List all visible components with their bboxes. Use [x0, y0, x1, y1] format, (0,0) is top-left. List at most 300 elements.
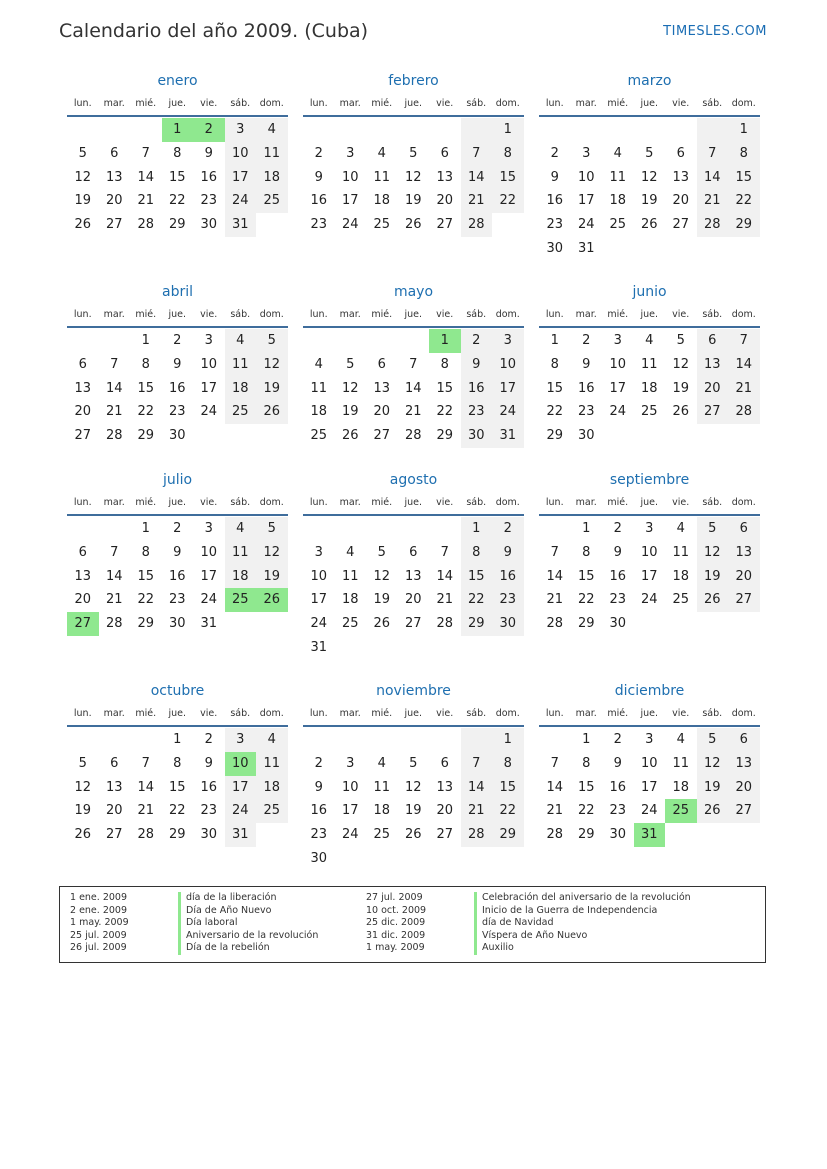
day-cell: 20 [436, 803, 454, 819]
weekday-header [67, 96, 288, 112]
day-cell: 19 [341, 404, 359, 420]
day-cell: 28 [461, 823, 493, 847]
day-cell: 6 [728, 517, 760, 541]
empty-cell [99, 517, 131, 541]
day-cell: 14 [546, 568, 564, 584]
weekday-label: mié. [607, 708, 629, 719]
day-cell: 29 [436, 428, 454, 444]
empty-cell [99, 118, 131, 142]
day-cell: 26 [640, 217, 658, 233]
day-cell: 27 [697, 400, 729, 424]
day-cell: 27 [74, 428, 92, 444]
day-cell: 22 [728, 189, 760, 213]
weekday-label: mar. [575, 497, 597, 508]
empty-cell [335, 517, 367, 541]
day-cell: 15 [492, 776, 524, 800]
day-cell: 12 [74, 169, 92, 185]
day-cell: 9 [173, 544, 182, 560]
day-cell: 27 [404, 616, 422, 632]
weekday-label: vie. [436, 708, 454, 719]
weekday-label: sáb. [466, 98, 487, 109]
holiday-day-cell: 10 [225, 752, 257, 776]
brand-link[interactable]: TIMESLES.COM [663, 24, 767, 39]
day-cell: 15 [546, 380, 564, 396]
weekday-label: sáb. [230, 708, 251, 719]
day-cell: 18 [373, 803, 391, 819]
weekday-label: jue. [404, 497, 423, 508]
day-cell: 23 [310, 217, 328, 233]
weekday-label: vie. [672, 497, 690, 508]
empty-cell [398, 329, 430, 353]
day-cell: 11 [256, 142, 288, 166]
day-cell: 21 [436, 592, 454, 608]
weekday-label: mar. [339, 98, 361, 109]
month-enero [67, 72, 288, 237]
day-cell: 13 [436, 779, 454, 795]
legend-holiday-name: Día de la rebelión [178, 942, 270, 955]
legend-date: 1 may. 2009 [70, 917, 129, 928]
day-cell: 26 [697, 588, 729, 612]
weekday-header [539, 96, 760, 112]
day-cell: 14 [137, 779, 155, 795]
weekday-label: jue. [168, 309, 187, 320]
month-name: mayo [393, 284, 434, 300]
day-cell: 26 [256, 400, 288, 424]
day-cell: 9 [492, 541, 524, 565]
month-octubre [67, 682, 288, 847]
day-cell: 5 [697, 517, 729, 541]
empty-cell [366, 118, 398, 142]
weekday-label: sáb. [230, 497, 251, 508]
day-cell: 16 [168, 568, 186, 584]
day-cell: 2 [173, 333, 182, 348]
empty-cell [335, 329, 367, 353]
day-cell: 7 [110, 544, 119, 560]
day-cell: 7 [440, 544, 449, 560]
weekday-label: mar. [339, 497, 361, 508]
day-cell: 7 [141, 145, 150, 161]
day-cell: 16 [310, 803, 328, 819]
weekday-label: mié. [371, 309, 393, 320]
weekday-label: dom. [731, 708, 756, 719]
day-cell: 3 [582, 145, 591, 161]
day-cell: 13 [74, 380, 92, 396]
day-cell: 19 [640, 193, 658, 209]
day-cell: 2 [613, 521, 622, 536]
day-cell: 18 [672, 568, 690, 584]
weekday-header [303, 307, 524, 323]
day-cell: 29 [137, 616, 155, 632]
day-cell: 4 [225, 517, 257, 541]
day-cell: 21 [697, 189, 729, 213]
weekday-label: vie. [436, 497, 454, 508]
day-cell: 20 [74, 592, 92, 608]
day-cell: 16 [492, 565, 524, 589]
day-cell: 5 [377, 544, 386, 560]
day-cell: 14 [697, 166, 729, 190]
month-name: agosto [389, 472, 438, 488]
day-cell: 21 [404, 404, 422, 420]
month-name: octubre [150, 683, 205, 699]
legend-holiday-name: Víspera de Año Nuevo [474, 930, 587, 943]
day-cell: 28 [404, 428, 422, 444]
weekday-label: mar. [575, 708, 597, 719]
day-cell: 21 [546, 592, 564, 608]
weekday-label: vie. [436, 309, 454, 320]
weekday-label: vie. [200, 309, 218, 320]
legend-date: 10 oct. 2009 [366, 904, 427, 916]
day-cell: 20 [728, 565, 760, 589]
weekday-label: lun. [309, 497, 328, 508]
day-cell: 10 [640, 544, 658, 560]
day-cell: 23 [609, 592, 627, 608]
day-cell: 6 [78, 544, 87, 560]
day-cell: 29 [577, 827, 595, 843]
day-cell: 11 [341, 568, 359, 584]
day-cell: 21 [137, 193, 155, 209]
legend-holiday-name: día de la liberación [178, 892, 276, 905]
weekday-label: mar. [103, 708, 125, 719]
weekday-label: vie. [200, 708, 218, 719]
day-cell: 26 [404, 827, 422, 843]
day-cell: 30 [609, 616, 627, 632]
day-cell: 1 [141, 521, 150, 536]
day-cell: 13 [728, 541, 760, 565]
day-cell: 11 [373, 779, 391, 795]
day-cell: 11 [310, 380, 328, 396]
day-cell: 30 [310, 850, 328, 866]
day-cell: 24 [225, 189, 257, 213]
day-cell: 27 [436, 827, 454, 843]
weekday-label: mar. [103, 497, 125, 508]
day-cell: 3 [613, 333, 622, 348]
day-cell: 4 [377, 145, 386, 161]
month-agosto [303, 471, 524, 660]
day-grid [539, 118, 760, 261]
weekday-label: mar. [575, 98, 597, 109]
day-cell: 26 [672, 404, 690, 420]
month-divider [67, 725, 288, 727]
holiday-day-cell: 31 [634, 823, 666, 847]
day-cell: 13 [436, 169, 454, 185]
empty-cell [602, 118, 634, 142]
day-cell: 23 [577, 404, 595, 420]
day-cell: 9 [314, 169, 323, 185]
day-cell: 10 [492, 353, 524, 377]
weekday-header [303, 96, 524, 112]
day-cell: 12 [341, 380, 359, 396]
day-cell: 13 [373, 380, 391, 396]
day-cell: 19 [404, 193, 422, 209]
empty-cell [303, 728, 335, 752]
day-cell: 21 [137, 803, 155, 819]
weekday-label: dom. [495, 497, 520, 508]
weekday-label: jue. [640, 309, 659, 320]
day-cell: 16 [609, 568, 627, 584]
weekday-label: dom. [495, 98, 520, 109]
weekday-label: mié. [371, 497, 393, 508]
day-cell: 1 [173, 732, 182, 747]
day-cell: 2 [204, 732, 213, 747]
day-cell: 21 [546, 803, 564, 819]
day-cell: 8 [173, 755, 182, 771]
empty-cell [539, 118, 571, 142]
weekday-label: jue. [404, 309, 423, 320]
weekday-header [539, 307, 760, 323]
weekday-label: mié. [607, 98, 629, 109]
day-cell: 17 [225, 776, 257, 800]
day-cell: 17 [200, 568, 218, 584]
empty-cell [398, 118, 430, 142]
weekday-label: vie. [672, 309, 690, 320]
day-cell: 12 [404, 169, 422, 185]
legend-holiday-name: Día laboral [178, 917, 237, 930]
weekday-label: sáb. [702, 98, 723, 109]
legend-holiday-name: día de Navidad [474, 917, 553, 930]
empty-cell [461, 118, 493, 142]
day-cell: 30 [168, 616, 186, 632]
day-cell: 17 [640, 568, 658, 584]
month-julio [67, 471, 288, 636]
day-cell: 7 [409, 356, 418, 372]
day-cell: 13 [404, 568, 422, 584]
day-cell: 10 [225, 142, 257, 166]
holiday-day-cell: 27 [67, 612, 99, 636]
day-cell: 16 [609, 779, 627, 795]
day-cell: 26 [74, 827, 92, 843]
day-cell: 27 [728, 799, 760, 823]
day-cell: 29 [168, 827, 186, 843]
month-diciembre [539, 682, 760, 847]
day-cell: 15 [168, 779, 186, 795]
empty-cell [335, 118, 367, 142]
weekday-header [67, 495, 288, 511]
day-cell: 26 [404, 217, 422, 233]
weekday-label: dom. [259, 309, 284, 320]
day-cell: 23 [200, 193, 218, 209]
day-cell: 22 [436, 404, 454, 420]
day-cell: 29 [546, 428, 564, 444]
day-cell: 24 [609, 404, 627, 420]
weekday-label: mié. [135, 309, 157, 320]
day-grid [67, 728, 288, 847]
day-cell: 15 [461, 565, 493, 589]
weekday-label: jue. [168, 98, 187, 109]
empty-cell [539, 517, 571, 541]
weekday-label: vie. [200, 98, 218, 109]
day-cell: 3 [346, 145, 355, 161]
day-cell: 9 [204, 755, 213, 771]
day-cell: 5 [409, 755, 418, 771]
day-cell: 24 [200, 592, 218, 608]
day-grid [303, 728, 524, 871]
day-cell: 2 [314, 145, 323, 161]
day-cell: 29 [492, 823, 524, 847]
day-grid [303, 118, 524, 237]
empty-cell [398, 517, 430, 541]
weekday-header [67, 307, 288, 323]
weekday-label: lun. [73, 98, 92, 109]
day-cell: 8 [461, 541, 493, 565]
holiday-legend [59, 886, 766, 963]
day-cell: 3 [314, 544, 323, 560]
day-cell: 9 [204, 145, 213, 161]
day-grid [67, 329, 288, 448]
day-cell: 31 [225, 213, 257, 237]
weekday-label: lun. [545, 309, 564, 320]
weekday-label: sáb. [230, 98, 251, 109]
weekday-label: dom. [731, 98, 756, 109]
day-cell: 4 [346, 544, 355, 560]
weekday-label: sáb. [230, 309, 251, 320]
day-cell: 10 [577, 169, 595, 185]
day-cell: 23 [168, 592, 186, 608]
day-cell: 27 [373, 428, 391, 444]
day-cell: 27 [436, 217, 454, 233]
empty-cell [303, 329, 335, 353]
legend-date: 27 jul. 2009 [366, 892, 423, 903]
day-cell: 30 [461, 424, 493, 448]
weekday-header [539, 495, 760, 511]
day-cell: 2 [582, 333, 591, 348]
empty-cell [130, 728, 162, 752]
weekday-label: lun. [309, 98, 328, 109]
month-divider [539, 326, 760, 328]
day-cell: 1 [582, 521, 591, 536]
day-cell: 22 [137, 592, 155, 608]
day-cell: 17 [225, 166, 257, 190]
day-cell: 25 [310, 428, 328, 444]
day-cell: 30 [546, 240, 564, 256]
day-cell: 1 [582, 732, 591, 747]
day-cell: 26 [697, 799, 729, 823]
month-febrero [303, 72, 524, 237]
month-name: marzo [627, 73, 672, 89]
empty-cell [67, 728, 99, 752]
day-cell: 27 [105, 217, 123, 233]
day-cell: 19 [74, 193, 92, 209]
month-divider [67, 514, 288, 516]
day-cell: 13 [728, 752, 760, 776]
day-cell: 17 [341, 193, 359, 209]
day-cell: 11 [225, 541, 257, 565]
day-cell: 28 [461, 213, 493, 237]
day-cell: 6 [110, 145, 119, 161]
day-cell: 23 [546, 217, 564, 233]
day-cell: 28 [137, 217, 155, 233]
legend-holiday-name: Aniversario de la revolución [178, 930, 318, 943]
day-cell: 21 [461, 189, 493, 213]
day-cell: 8 [550, 356, 559, 372]
weekday-label: dom. [259, 98, 284, 109]
empty-cell [665, 118, 697, 142]
day-cell: 3 [204, 333, 213, 348]
day-cell: 8 [440, 356, 449, 372]
day-cell: 12 [256, 541, 288, 565]
day-cell: 15 [728, 166, 760, 190]
day-cell: 27 [105, 827, 123, 843]
weekday-header [303, 706, 524, 722]
day-cell: 14 [137, 169, 155, 185]
day-cell: 14 [436, 568, 454, 584]
day-cell: 4 [645, 333, 654, 348]
month-junio [539, 283, 760, 448]
day-cell: 29 [461, 612, 493, 636]
day-cell: 6 [440, 145, 449, 161]
day-cell: 17 [341, 803, 359, 819]
day-cell: 28 [728, 400, 760, 424]
day-cell: 7 [550, 755, 559, 771]
day-cell: 26 [74, 217, 92, 233]
day-cell: 11 [373, 169, 391, 185]
day-cell: 30 [200, 827, 218, 843]
day-cell: 26 [341, 428, 359, 444]
month-name: enero [157, 73, 198, 89]
day-cell: 8 [582, 755, 591, 771]
day-cell: 13 [697, 353, 729, 377]
weekday-label: lun. [309, 309, 328, 320]
month-divider [303, 725, 524, 727]
empty-cell [130, 118, 162, 142]
day-cell: 21 [728, 377, 760, 401]
legend-holiday-name: Día de Año Nuevo [178, 905, 271, 918]
day-cell: 23 [461, 400, 493, 424]
month-mayo [303, 283, 524, 448]
day-cell: 14 [404, 380, 422, 396]
day-cell: 28 [105, 616, 123, 632]
day-cell: 4 [676, 732, 685, 747]
day-cell: 17 [640, 779, 658, 795]
day-cell: 11 [609, 169, 627, 185]
day-cell: 12 [373, 568, 391, 584]
month-noviembre [303, 682, 524, 871]
weekday-label: lun. [545, 497, 564, 508]
legend-date: 1 may. 2009 [366, 942, 425, 953]
empty-cell [366, 728, 398, 752]
day-cell: 19 [672, 380, 690, 396]
empty-cell [461, 728, 493, 752]
day-cell: 10 [341, 779, 359, 795]
day-grid [303, 517, 524, 660]
weekday-label: dom. [259, 708, 284, 719]
day-cell: 20 [105, 193, 123, 209]
month-divider [539, 725, 760, 727]
weekday-label: sáb. [702, 497, 723, 508]
day-cell: 1 [550, 333, 559, 348]
day-cell: 2 [173, 521, 182, 536]
day-cell: 25 [341, 616, 359, 632]
day-cell: 18 [640, 380, 658, 396]
day-cell: 19 [256, 565, 288, 589]
day-cell: 19 [697, 565, 729, 589]
day-cell: 6 [377, 356, 386, 372]
day-cell: 22 [492, 799, 524, 823]
day-cell: 16 [310, 193, 328, 209]
weekday-label: jue. [640, 497, 659, 508]
holiday-day-cell: 1 [162, 118, 194, 142]
empty-cell [697, 118, 729, 142]
day-cell: 20 [404, 592, 422, 608]
weekday-label: dom. [495, 309, 520, 320]
day-grid [539, 517, 760, 636]
day-cell: 4 [676, 521, 685, 536]
empty-cell [429, 118, 461, 142]
weekday-label: vie. [672, 98, 690, 109]
empty-cell [335, 728, 367, 752]
day-cell: 8 [492, 752, 524, 776]
day-cell: 13 [672, 169, 690, 185]
day-cell: 7 [697, 142, 729, 166]
